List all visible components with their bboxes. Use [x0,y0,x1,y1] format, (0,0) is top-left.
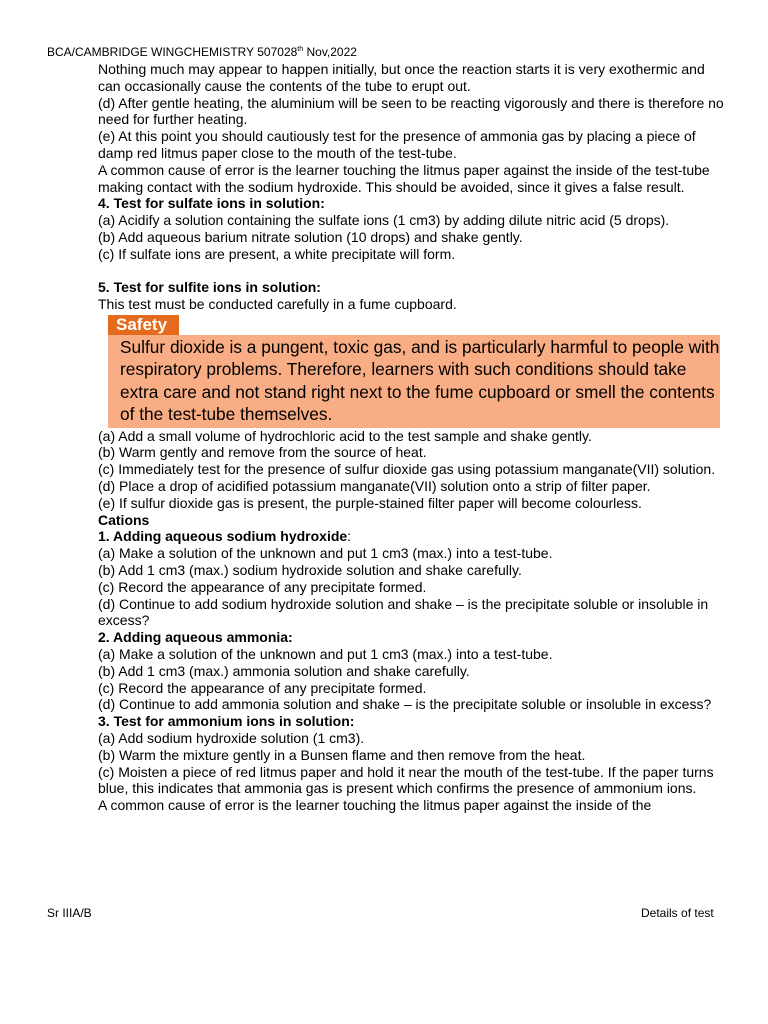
cations-heading-1 [98,528,730,545]
step-d: (d) After gentle heating, the aluminium will be seen to be reacting vigorously and there is therefore no need for further heating. [98,94,724,128]
safety-label: Safety [108,315,179,335]
ammonia-step-a: (a) Make a solution of the unknown and put 1 cm3 (max.) into a test-tube. [98,645,553,662]
naoh-step-a: (a) Make a solution of the unknown and put 1 cm3 (max.) into a test-tube. [98,545,553,562]
header-title: BCA/CAMBRIDGE WINGCHEMISTRY 507028 [47,45,298,59]
section-heading-cations: Cations [98,511,150,528]
footer-right: Details of test [641,906,714,920]
section-heading-sulfite: 5. Test for sulfite ions in solution: [98,279,321,296]
sulfite-intro: This test must be conducted carefully in a fume cupboard. [98,296,457,313]
sulfite-step-a: (a) Add a small volume of hydrochloric acid to the test sample and shake gently. [98,427,592,444]
naoh-step-d: (d) Continue to add sodium hydroxide solution and shake – is the precipitate soluble or insoluble in excess? [98,595,709,629]
cations-heading-2: 2. Adding aqueous ammonia: [98,629,293,646]
error-note: A common cause of error is the learner touching the litmus paper against the inside of the test-tube making contact with the sodium hydroxide. This should be avoided, since it gives a false result. [98,161,710,195]
safety-callout [108,315,730,428]
ammonia-step-c: (c) Record the appearance of any precipitate formed. [98,679,427,696]
section-heading-sulfate: 4. Test for sulfate ions in solution: [98,195,325,212]
step-e: (e) At this point you should cautiously test for the presence of ammonia gas by placing a piece of damp red litmus paper close to the mouth of the test-tube. [98,128,696,161]
page-header [47,45,357,59]
cations-heading-3: 3. Test for ammonium ions in solution: [98,713,355,730]
header-date: Nov,2022 [303,45,357,59]
ammonium-step-b: (b) Warm the mixture gently in a Bunsen flame and then remove from the heat. [98,746,586,763]
naoh-step-b: (b) Add 1 cm3 (max.) sodium hydroxide solution and shake carefully. [98,561,522,578]
sulfite-step-e: (e) If sulfur dioxide gas is present, the purple-stained filter paper will become colourless. [98,494,642,511]
header-superscript: th [297,46,304,53]
sulfite-step-c: (c) Immediately test for the presence of sulfur dioxide gas using potassium manganate(VII) solution. [98,461,716,478]
document-body [98,61,730,814]
sulfite-step-b: (b) Warm gently and remove from the source of heat. [98,444,427,461]
paragraph: Nothing much may appear to happen initially, but once the reaction starts it is very exothermic and can occasionally cause the contents of the tube to erupt out. [98,61,705,94]
naoh-step-c: (c) Record the appearance of any precipitate formed. [98,578,427,595]
ammonium-error-note: A common cause of error is the learner touching the litmus paper against the inside of the [98,797,652,814]
cations-heading-1-text: 1. Adding aqueous sodium hydroxide [98,528,348,545]
sulfite-step-d: (d) Place a drop of acidified potassium manganate(VII) solution onto a strip of filter paper. [98,477,651,494]
ammonia-step-b: (b) Add 1 cm3 (max.) ammonia solution and shake carefully. [98,662,470,679]
footer-left: Sr IIIA/B [47,906,92,920]
cations-heading-1-colon: : [347,528,352,545]
ammonium-step-a: (a) Add sodium hydroxide solution (1 cm3). [98,729,365,746]
ammonium-step-c: (c) Moisten a piece of red litmus paper and hold it near the mouth of the test-tube. If the paper turns blue, this indicates that ammonia gas is present which confirms the presence of ammonium ions. [98,763,714,797]
sulfate-step-a: (a) Acidify a solution containing the sulfate ions (1 cm3) by adding dilute nitric acid (5 drops). [98,212,670,229]
spacer [98,263,730,280]
safety-text: Sulfur dioxide is a pungent, toxic gas, and is particularly harmful to people with respiratory problems. Therefore, learners with such conditions should take extra care and not stand right next to the fume cupboard or smell the contents of the test-tube themselves. [108,335,720,428]
ammonia-step-d: (d) Continue to add ammonia solution and shake – is the precipitate soluble or insoluble in excess? [98,696,712,713]
sulfate-step-c: (c) If sulfate ions are present, a white precipitate will form. [98,245,456,262]
sulfate-step-b: (b) Add aqueous barium nitrate solution (10 drops) and shake gently. [98,228,523,245]
